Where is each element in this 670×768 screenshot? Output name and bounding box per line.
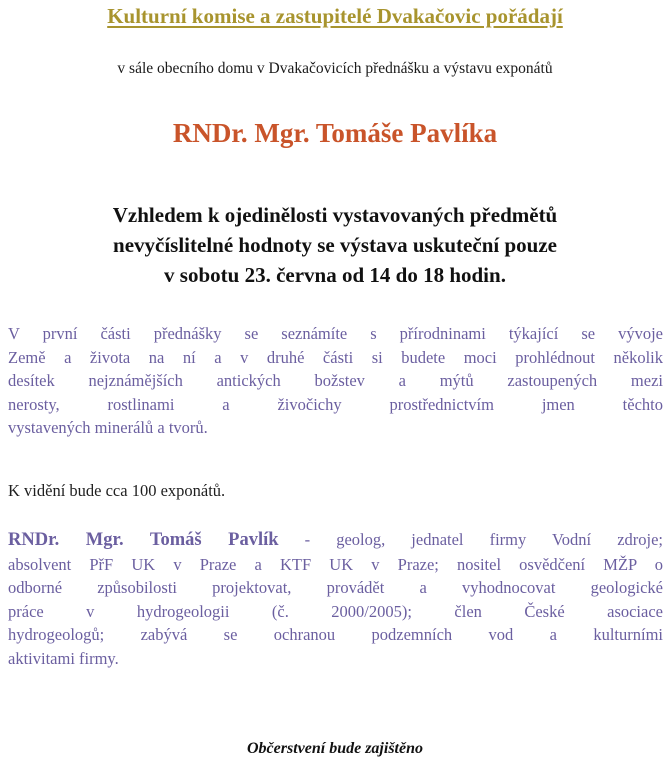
exhibition-notice [0, 200, 670, 290]
description-line: Země a života na ní a v druhé části si budete moci prohlédnout několik [8, 347, 663, 367]
bio-line: hydrogeologů; zabývá se ochranou podzemních vod a kulturními [8, 625, 663, 644]
header-title: Kulturní komise a zastupitelé Dvakačovic pořádají [107, 4, 563, 28]
bio-line: práce v hydrogeologii (č. 2000/2005); člen České asociace [8, 601, 663, 621]
notice-line: nevyčíslitelné hodnoty se výstava uskuteční pouze [113, 233, 557, 257]
exhibit-count [8, 479, 663, 503]
bio-first-line [8, 528, 663, 553]
bio-line: odborné způsobilosti projektovat, provádět a vyhodnocovat geologické [8, 578, 663, 597]
notice-line: v sobotu 23. června od 14 do 18 hodin. [164, 263, 506, 287]
description-line: nerosty, rostlinami a živočichy prostřednictvím jmen těchto [8, 394, 663, 414]
bio-first-line-rest: - geolog, jednatel firmy Vodní zdroje; [278, 530, 664, 549]
description-line: V první části přednášky se seznámíte s přírodninami týkající se vývoje [8, 324, 663, 343]
bio-line: aktivitami firmy. [8, 648, 119, 668]
bio-line: absolvent PřF UK v Praze a KTF UK v Praze; nositel osvědčení MŽP o [8, 554, 663, 574]
notice-line: Vzhledem k ojedinělosti vystavovaných předmětů [112, 203, 558, 227]
description-line: vystavených minerálů a tvorů. [8, 418, 208, 437]
exhibit-count-text: K vidění bude cca 100 exponátů. [8, 481, 226, 500]
speaker-title: RNDr. Mgr. Tomáše Pavlíka [172, 118, 498, 148]
event-subheader: v sále obecního domu v Dvakačovicích přednášku a výstavu exponátů [117, 60, 553, 77]
lecture-description [8, 322, 663, 440]
description-line: desítek nejznámějších antických božstev a mýtů zastoupených mezi [8, 371, 663, 390]
refreshments-note: Občerstvení bude zajištěno [247, 740, 423, 757]
speaker-bio [8, 528, 663, 670]
bio-name: RNDr. Mgr. Tomáš Pavlík [8, 530, 279, 550]
